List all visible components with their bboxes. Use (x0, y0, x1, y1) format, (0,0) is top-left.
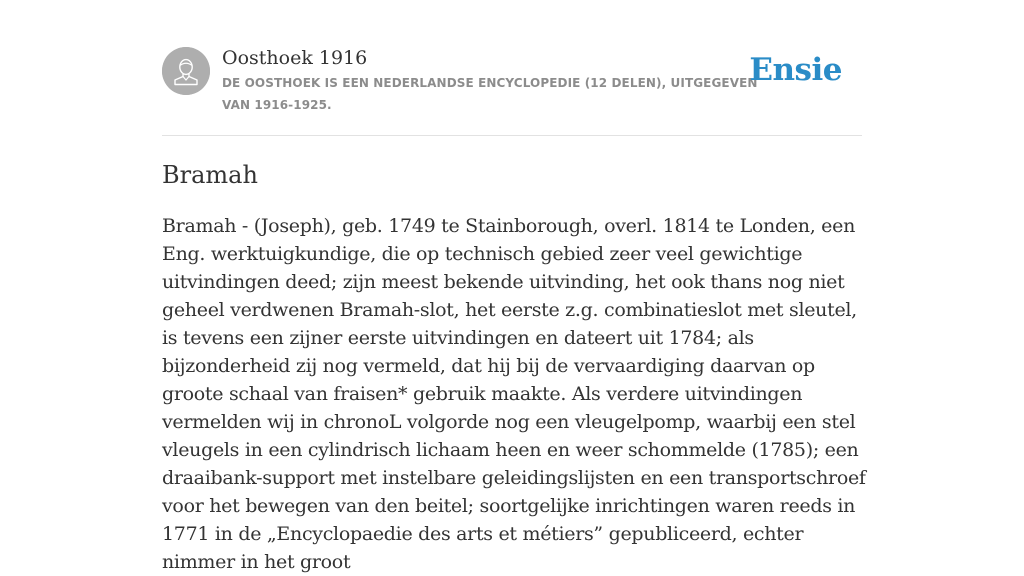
content-container (162, 0, 866, 573)
author-header (162, 0, 862, 136)
author-description: DE OOSTHOEK IS EEN NEDERLANDSE ENCYCLOPEDIE (12 DELEN), UITGEGEVEN VAN 1916-1925. (222, 76, 758, 112)
ensie-logo[interactable]: Ensie (749, 52, 842, 88)
author-name[interactable]: Oosthoek 1916 (222, 47, 368, 69)
user-icon (162, 47, 210, 95)
article-body: Bramah - (Joseph), geb. 1749 te Stainborough, overl. 1814 te Londen, een Eng. werktuigkundige, die op technisch gebied zeer veel gewichtige uitvindingen deed; zijn meest bekende uitvinding, het ook thans nog niet geheel verdwenen Bramah-slot, het eerste z.g. combinatieslot met sleutel, is tevens een zijner eerste uitvindingen en dateert uit 1784; als bijzonderheid zij nog vermeld, dat hij bij de vervaardiging daarvan op groote schaal van fraisen* gebruik maakte. Als verdere uitvindingen vermelden wij in chronoL volgorde nog een vleugelpomp, waarbij een stel vleugels in een cylindrisch lichaam heen en weer schommelde (1785); een draaibank-support met instelbare geleidingslijsten en een transportschroef voor het bewegen van den beitel; soortgelijke inrichtingen waren reeds in 1771 in de „Encyclopaedie des arts et métiers” gepubliceerd, echter nimmer in het groot (162, 215, 866, 573)
author-avatar[interactable] (162, 47, 210, 95)
article-title: Bramah (162, 161, 258, 189)
